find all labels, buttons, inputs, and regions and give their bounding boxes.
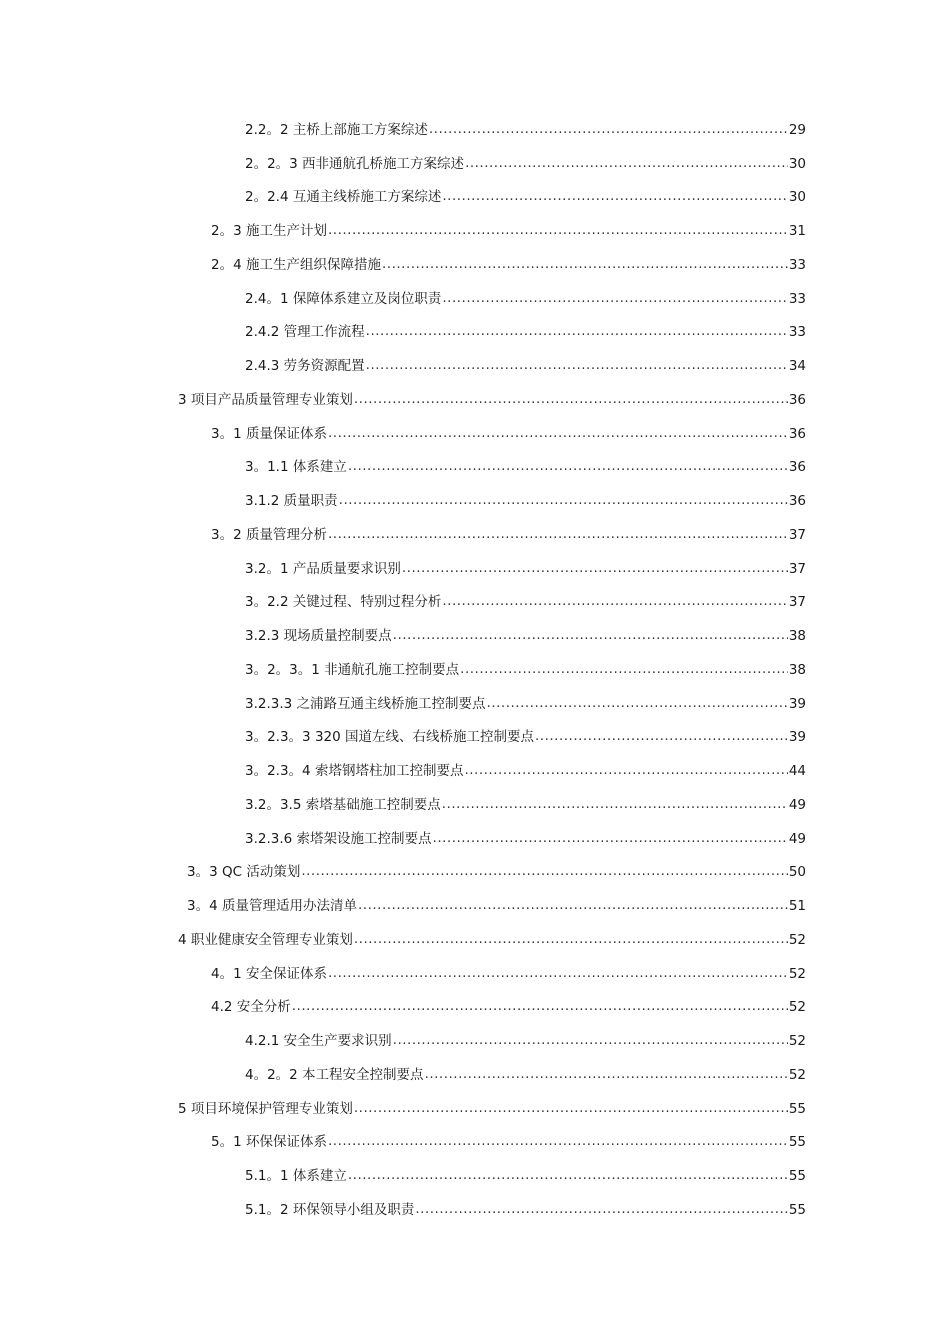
toc-dot-leader	[328, 963, 788, 983]
toc-entry[interactable]	[0, 349, 950, 383]
toc-entry-title: 3。2.3。4 索塔钢塔柱加工控制要点	[245, 763, 464, 780]
toc-entry-page-number: 52	[788, 965, 806, 982]
toc-entry[interactable]	[0, 316, 950, 350]
toc-dot-leader	[535, 726, 788, 746]
toc-entry-title: 2。2.4 互通主线桥施工方案综述	[245, 189, 442, 206]
toc-entry-title: 4.2.1 安全生产要求识别	[245, 1033, 392, 1050]
toc-entry-title: 3.2。3.5 索塔基础施工控制要点	[245, 796, 441, 813]
toc-entry[interactable]	[0, 1159, 950, 1193]
toc-entry[interactable]	[0, 856, 950, 890]
toc-entry[interactable]	[0, 248, 950, 282]
toc-entry-title: 3.2.3.6 索塔架设施工控制要点	[245, 830, 432, 847]
toc-dot-leader	[393, 1030, 788, 1050]
toc-dot-leader	[425, 1064, 788, 1084]
toc-entry-page-number: 37	[788, 560, 806, 577]
toc-entry-page-number: 37	[788, 594, 806, 611]
toc-dot-leader	[442, 288, 787, 308]
toc-entry-page-number: 51	[788, 898, 806, 915]
toc-entry-title: 3.2。1 产品质量要求识别	[245, 560, 401, 577]
toc-entry[interactable]	[0, 552, 950, 586]
toc-entry-page-number: 34	[788, 358, 806, 375]
toc-entry-page-number: 55	[788, 1100, 806, 1117]
toc-dot-leader	[354, 1098, 788, 1118]
toc-entry-page-number: 52	[788, 1033, 806, 1050]
toc-entry-title: 2.2。2 主桥上部施工方案综述	[245, 121, 428, 138]
toc-entry-title: 2。3 施工生产计划	[211, 223, 327, 240]
toc-entry[interactable]	[0, 754, 950, 788]
toc-entry-page-number: 30	[788, 155, 806, 172]
toc-dot-leader	[487, 693, 788, 713]
toc-dot-leader	[402, 558, 788, 578]
toc-entry-page-number: 39	[788, 695, 806, 712]
toc-entry[interactable]	[0, 586, 950, 620]
toc-entry-page-number: 36	[788, 391, 806, 408]
toc-dot-leader	[328, 1131, 788, 1151]
toc-entry-title: 3.2.3 现场质量控制要点	[245, 628, 392, 645]
toc-entry-page-number: 29	[788, 121, 806, 138]
toc-dot-leader	[429, 119, 788, 139]
toc-entry-title: 3。3 QC 活动策划	[187, 864, 301, 881]
toc-entry-title: 3。4 质量管理适用办法清单	[187, 898, 357, 915]
toc-entry-title: 4 职业健康安全管理专业策划	[178, 931, 353, 948]
table-of-contents	[0, 113, 950, 1227]
toc-entry-page-number: 36	[788, 425, 806, 442]
toc-dot-leader	[460, 659, 788, 679]
toc-entry-title: 5.1。2 环保领导小组及职责	[245, 1201, 415, 1218]
toc-entry[interactable]	[0, 383, 950, 417]
toc-entry-title: 3。2.2 关键过程、特别过程分析	[245, 594, 442, 611]
toc-entry[interactable]	[0, 889, 950, 923]
toc-entry-title: 2.4.2 管理工作流程	[245, 324, 365, 341]
toc-dot-leader	[465, 153, 788, 173]
toc-entry[interactable]	[0, 1092, 950, 1126]
toc-entry[interactable]	[0, 282, 950, 316]
toc-entry[interactable]	[0, 181, 950, 215]
toc-entry-page-number: 49	[788, 830, 806, 847]
toc-dot-leader	[366, 321, 788, 341]
toc-dot-leader	[339, 490, 788, 510]
toc-dot-leader	[442, 794, 788, 814]
toc-dot-leader	[348, 1165, 788, 1185]
toc-dot-leader	[464, 760, 787, 780]
toc-entry-page-number: 33	[788, 324, 806, 341]
toc-entry-title: 3。1 质量保证体系	[211, 425, 327, 442]
toc-entry-page-number: 50	[788, 864, 806, 881]
toc-entry[interactable]	[0, 147, 950, 181]
toc-dot-leader	[442, 591, 787, 611]
toc-entry-page-number: 36	[788, 459, 806, 476]
toc-dot-leader	[354, 929, 788, 949]
toc-entry-page-number: 55	[788, 1201, 806, 1218]
toc-entry-title: 4。1 安全保证体系	[211, 965, 327, 982]
toc-entry[interactable]	[0, 1193, 950, 1227]
toc-entry[interactable]	[0, 1058, 950, 1092]
toc-entry[interactable]	[0, 788, 950, 822]
toc-entry-page-number: 36	[788, 493, 806, 510]
toc-entry-title: 4.2 安全分析	[211, 999, 291, 1016]
toc-entry-title: 3。2 质量管理分析	[211, 526, 327, 543]
toc-entry-page-number: 33	[788, 290, 806, 307]
toc-entry-page-number: 39	[788, 729, 806, 746]
toc-entry-title: 2.4。1 保障体系建立及岗位职责	[245, 290, 442, 307]
toc-dot-leader	[366, 355, 788, 375]
toc-dot-leader	[442, 186, 787, 206]
toc-entry-page-number: 52	[788, 999, 806, 1016]
toc-dot-leader	[433, 828, 788, 848]
toc-entry-page-number: 52	[788, 1066, 806, 1083]
toc-entry[interactable]	[0, 991, 950, 1025]
toc-dot-leader	[358, 895, 788, 915]
toc-entry[interactable]	[0, 822, 950, 856]
toc-dot-leader	[354, 389, 788, 409]
toc-entry[interactable]	[0, 518, 950, 552]
toc-entry-page-number: 38	[788, 628, 806, 645]
toc-entry[interactable]	[0, 417, 950, 451]
toc-dot-leader	[382, 254, 788, 274]
toc-entry-title: 5 项目环境保护管理专业策划	[178, 1100, 353, 1117]
toc-entry[interactable]	[0, 653, 950, 687]
toc-entry[interactable]	[0, 113, 950, 147]
toc-entry-page-number: 52	[788, 931, 806, 948]
toc-entry[interactable]	[0, 619, 950, 653]
toc-entry-title: 5。1 环保保证体系	[211, 1134, 327, 1151]
toc-entry-page-number: 44	[788, 763, 806, 780]
toc-dot-leader	[328, 220, 788, 240]
toc-entry[interactable]	[0, 484, 950, 518]
toc-entry[interactable]	[0, 923, 950, 957]
toc-entry-title: 3。2。3。1 非通航孔施工控制要点	[245, 661, 460, 678]
toc-entry-page-number: 38	[788, 661, 806, 678]
toc-entry-title: 3。2.3。3 320 国道左线、右线桥施工控制要点	[245, 729, 534, 746]
toc-entry-page-number: 37	[788, 526, 806, 543]
toc-entry-page-number: 33	[788, 256, 806, 273]
toc-entry-title: 3.1.2 质量职责	[245, 493, 338, 510]
toc-dot-leader	[328, 524, 788, 544]
toc-entry-page-number: 31	[788, 223, 806, 240]
toc-entry-page-number: 30	[788, 189, 806, 206]
toc-dot-leader	[301, 861, 787, 881]
toc-dot-leader	[393, 625, 788, 645]
toc-entry[interactable]	[0, 687, 950, 721]
toc-dot-leader	[292, 996, 788, 1016]
toc-entry[interactable]	[0, 214, 950, 248]
toc-entry-page-number: 55	[788, 1134, 806, 1151]
toc-entry[interactable]	[0, 1126, 950, 1160]
toc-entry[interactable]	[0, 721, 950, 755]
toc-entry-page-number: 55	[788, 1168, 806, 1185]
toc-entry-title: 5.1。1 体系建立	[245, 1168, 347, 1185]
toc-entry-page-number: 49	[788, 796, 806, 813]
toc-dot-leader	[348, 456, 788, 476]
toc-dot-leader	[328, 423, 788, 443]
toc-entry[interactable]	[0, 1024, 950, 1058]
toc-entry-title: 3。1.1 体系建立	[245, 459, 347, 476]
toc-entry[interactable]	[0, 451, 950, 485]
toc-entry-title: 4。2。2 本工程安全控制要点	[245, 1066, 424, 1083]
toc-entry-title: 2。2。3 西非通航孔桥施工方案综述	[245, 155, 465, 172]
toc-entry-title: 3.2.3.3 之浦路互通主线桥施工控制要点	[245, 695, 486, 712]
toc-entry-title: 2。4 施工生产组织保障措施	[211, 256, 381, 273]
toc-entry[interactable]	[0, 957, 950, 991]
toc-entry-title: 2.4.3 劳务资源配置	[245, 358, 365, 375]
toc-dot-leader	[415, 1199, 787, 1219]
toc-entry-title: 3 项目产品质量管理专业策划	[178, 391, 353, 408]
